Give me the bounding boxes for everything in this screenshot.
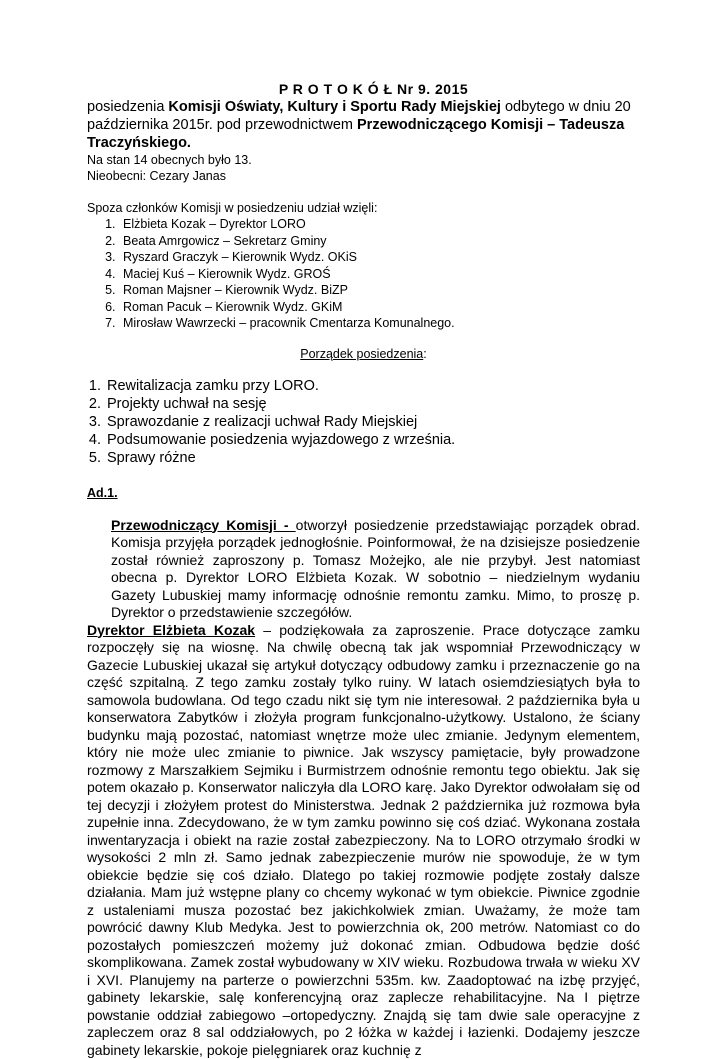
list-item: 2. Beata Amrgowicz – Sekretarz Gminy [119,233,640,250]
paragraph-chair [87,517,640,622]
list-item: 2. Projekty uchwał na sesję [105,395,640,413]
list-item: 3. Sprawozdanie z realizacji uchwał Rady Miejskiej [105,413,640,431]
list-item: 5. Roman Majsner – Kierownik Wydz. BiZP [119,282,640,299]
protocol-title: P R O T O K Ó Ł Nr 9. 2015 [107,80,640,98]
document-page [87,80,640,1059]
meeting-intro [87,98,640,152]
agenda-heading-colon: : [423,347,426,361]
list-item: 1. Rewitalizacja zamku przy LORO. [105,377,640,395]
guests-intro: Spoza członków Komisji w posiedzeniu udział wzięli: [87,200,640,216]
speaker-chair: Przewodniczący Komisji - [111,517,296,533]
list-item: 5. Sprawy różne [105,449,640,467]
guests-list [87,216,640,332]
agenda-list [87,377,640,467]
intro-text-1: posiedzenia [87,99,168,115]
paragraph-text: otworzył posiedzenie przedstawiając porządek obrad. Komisja przyjęła porządek jednogłośnie. Poinformował, że na dzisiejsze posiedzenie został również zaproszony p. Tomasz Możejko, ale nie przybył. Jest natomiast obecna p. Dyrektor LORO Elżbieta Kozak. W sobotnio – niedzielnym wydaniu Gazety Lubuskiej mamy informację odnośnie remontu zamku. Mimo, to proszę p. Dyrektor o przedstawienie szczegółów. [111,517,640,621]
list-item: 7. Mirosław Wawrzecki – pracownik Cmentarza Komunalnego. [119,315,640,332]
intro-text-2: odbytego w dniu 20 października 2015r. pod przewodnictwem [87,99,631,133]
minutes-body [87,517,640,1059]
committee-name: Komisji Oświaty, Kultury i Sportu Rady Miejskiej [168,99,501,115]
chair-name: Przewodniczącego Komisji – Tadeusza Traczyńskiego. [87,117,624,151]
spacer [87,184,640,200]
list-item: 6. Roman Pacuk – Kierownik Wydz. GKiM [119,299,640,316]
section-heading-ad1: Ad.1. [87,485,640,501]
list-item: 1. Elżbieta Kozak – Dyrektor LORO [119,216,640,233]
attendance: Na stan 14 obecnych było 13. [87,152,640,168]
paragraph-text: – podziękowała za zaproszenie. Prace dotyczące zamku rozpoczęły się na wiosnę. Na chwilę obecną tak jak wspomniał Przewodniczący w Gazecie Lubuskiej ukazał się artykuł dotyczący odbudowy zamku i przeznaczenie go na część szpitalną. Z tego zamku zostały tylko ruiny. W latach osiemdziesiątych była to samowola budowlana. Od tego czadu nikt się tym nie interesował. 2 października była u konserwatora Zabytków i złożyła program funkcjonalno-użytkowy. Ustalono, że ściany budynku mają pozostać, natomiast wnętrze może ulec zmianie. Jedynym elementem, który nie może ulec zmianie to piwnice. Jak wszyscy pamiętacie, były prowadzone rozmowy z Marszałkiem Sejmiku i Burmistrzem odnośnie remontu tego obiektu. Jak się potem okazało p. Konserwator naliczyła dla LORO karę. Jako Dyrektor odwołałam się od tej decyzji i złożyłem protest do Ministerstwa. Jednak 2 października już rozmowa była zupełnie inna. Zdecydowano, że w tym zamku powinno się coś dziać. Wykonana została inwentaryzacja i obiekt na razie został zabezpieczony. Na to LORO otrzymało środki w wysokości 2 mln zł. Samo jednak zabezpieczenie murów nie spowoduje, że w tym obiekcie będzie się coś działo. Dlatego po takiej rozmowie podjęte zostały dalsze działania. Mam już wstępne plany co chcemy wykonać w tym obiekcie. Piwnice zgodnie z ustaleniami musza pozostać bez jakichkolwiek zmian. Uważamy, że może tam powrócić dawny Klub Medyka. Jest to powierzchnia ok, 200 metrów. Natomiast co do pozostałych pomieszczeń możemy już dokonać zmian. Odbudowa będzie dość skomplikowana. Zamek został wybudowany w XIV wieku. Rozbudowa trwała w wieku XV i XVI. Planujemy na parterze o powierzchni 535m. kw. Zaadoptować na izbę przyjęć, gabinety lekarskie, salę konferencyjną oraz zaplecze rehabilitacyjne. Na I piętrze powstanie oddział zabiegowo –ortopedyczny. Znajdą się tam dwie sale operacyjne z zapleczem oraz 8 sal oddziałowych, po 2 łóżka w każdej i łazienki. Dodajemy jeszcze gabinety lekarskie, pokoje pielęgniarek oraz kuchnię z [87,622,640,1058]
list-item: 4. Maciej Kuś – Kierownik Wydz. GROŚ [119,266,640,283]
agenda-heading [87,346,640,362]
paragraph-director [87,622,640,1059]
speaker-director: Dyrektor Elżbieta Kozak [87,622,255,638]
list-item: 4. Podsumowanie posiedzenia wyjazdowego z września. [105,431,640,449]
list-item: 3. Ryszard Graczyk – Kierownik Wydz. OKiS [119,249,640,266]
absent-list: Nieobecni: Cezary Janas [87,168,640,184]
agenda-heading-text: Porządek posiedzenia [300,347,423,361]
